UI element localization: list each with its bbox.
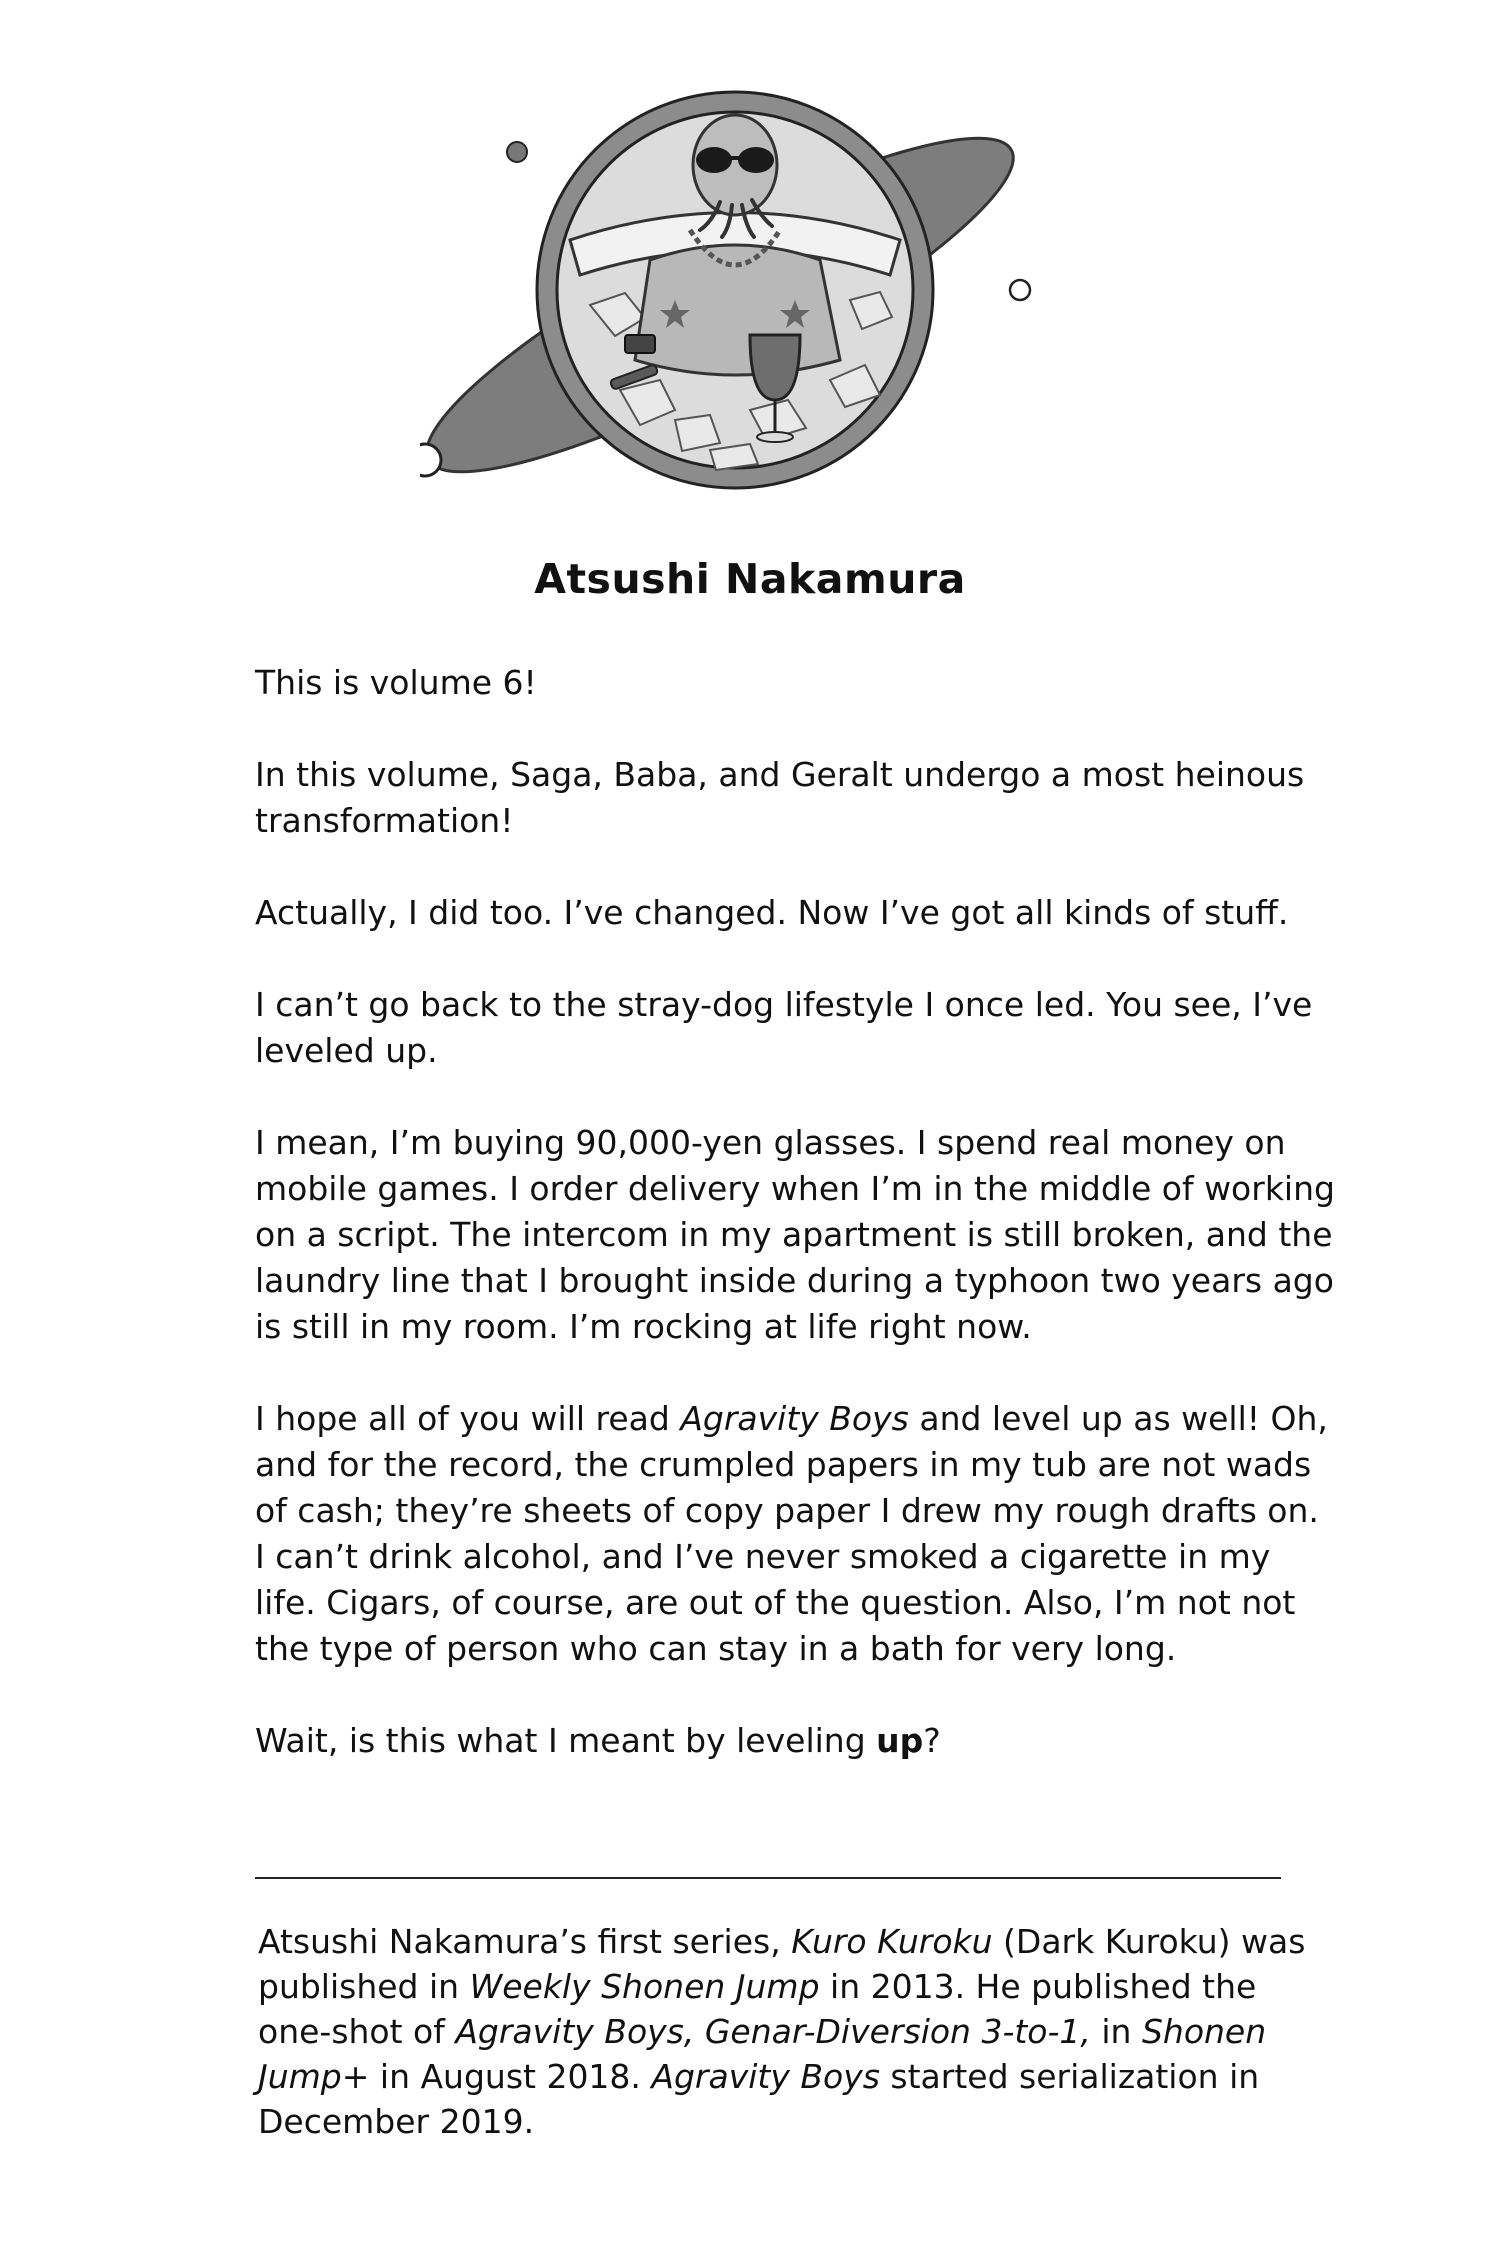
note-paragraph: I can’t go back to the stray-dog lifestyle I once led. You see, I’ve leveled up. — [255, 985, 1313, 1070]
series-title: Kuro Kuroku — [791, 1922, 993, 1961]
magazine-title: Weekly Shonen Jump — [469, 1967, 820, 2006]
wristwatch-icon — [625, 335, 655, 353]
series-title: Agravity Boys, Genar-Diversion 3-to-1, — [455, 2012, 1091, 2051]
note-paragraph: This is volume 6! — [255, 663, 537, 702]
series-title: Agravity Boys — [651, 2057, 880, 2096]
note-paragraph: Actually, I did too. I’ve changed. Now I’ve got all kinds of stuff. — [255, 893, 1289, 932]
series-title: Agravity Boys — [680, 1399, 909, 1438]
note-paragraph: I mean, I’m buying 90,000-yen glasses. I spend real money on mobile games. I order delivery when I’m in the middle of working on a script. The intercom in my apartment is still broken, and the laundry line that I brought inside during a typhoon two years ago is still in my room. I’m rocking at life right now. — [255, 1123, 1335, 1346]
note-paragraph: I hope all of you will read Agravity Boys and level up as well! Oh, and for the record, the crumpled papers in my tub are not wads of cash; they’re sheets of copy paper I drew my rough drafts on. I can’t drink alcohol, and I’ve never smoked a cigarette in my life. Cigars, of course, are out of the question. Also, I’m not not the type of person who can stay in a bath for very long. — [255, 1399, 1328, 1668]
bubble-left — [420, 444, 441, 476]
moon-dot — [505, 140, 529, 164]
note-paragraph: Wait, is this what I meant by leveling up? — [255, 1721, 941, 1760]
note-paragraph: In this volume, Saga, Baba, and Geralt undergo a most heinous transformation! — [255, 755, 1305, 840]
author-name-heading: Atsushi Nakamura — [534, 555, 966, 603]
section-divider — [255, 1877, 1281, 1879]
author-note — [255, 660, 1335, 1764]
bubble-right — [1010, 280, 1030, 300]
emphasis: up — [876, 1721, 924, 1760]
bio-paragraph: Atsushi Nakamura’s first series, Kuro Kuroku (Dark Kuroku) was published in Weekly Shonen Jump in 2013. He published the one-shot of Agravity Boys, Genar-Diversion 3-to-1, in Shonen Jump+ in August 2018. Agravity Boys started serialization in December 2019. — [258, 1922, 1306, 2141]
author-bio — [258, 1919, 1338, 2144]
magazine-title: Shonen Jump+ — [258, 2012, 1267, 2096]
